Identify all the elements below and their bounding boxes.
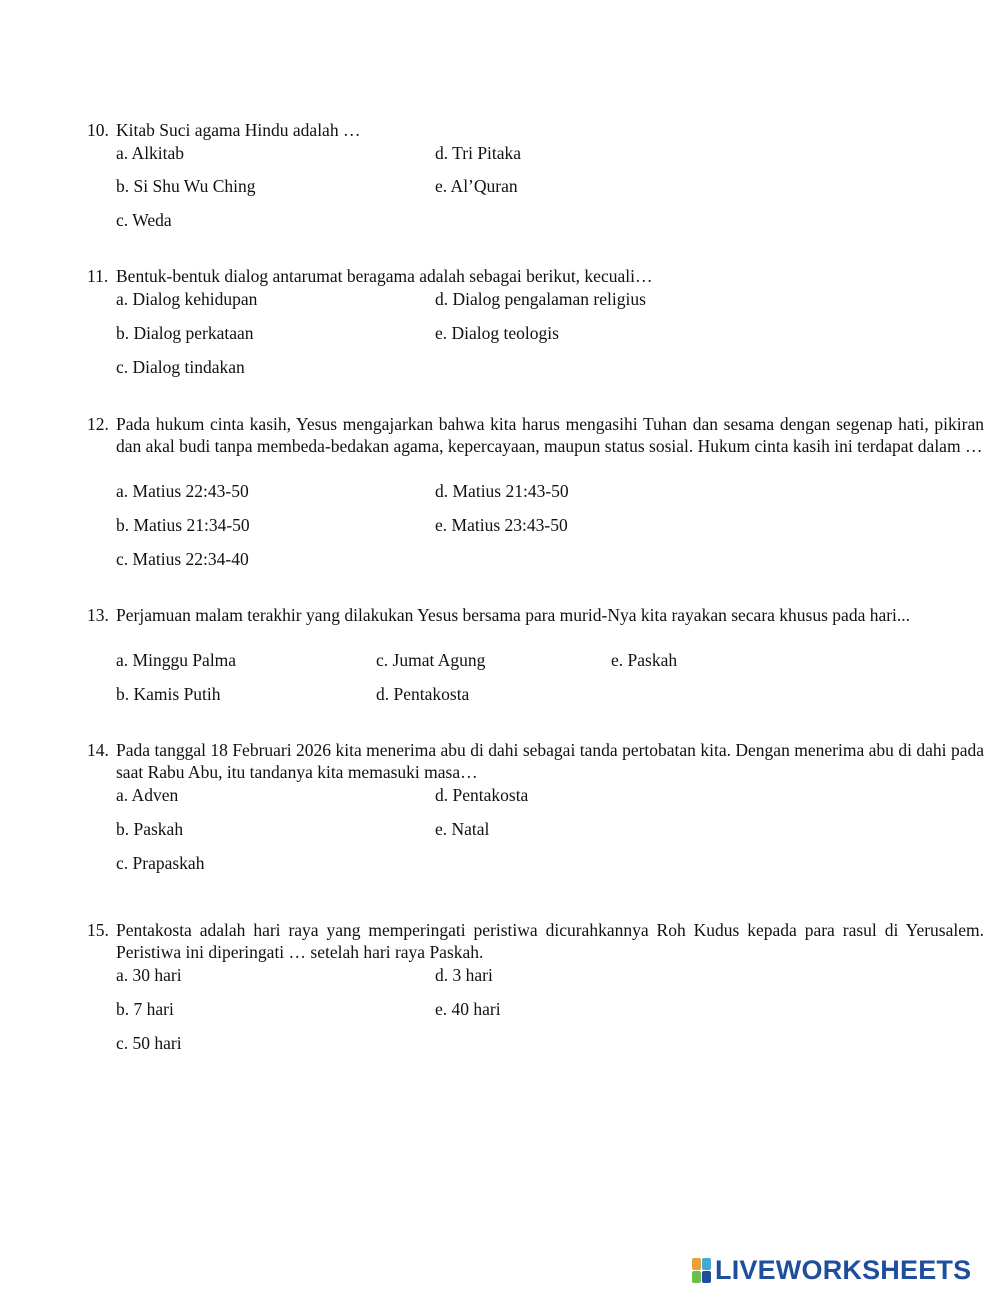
question-text: [87, 265, 984, 287]
option-b[interactable]: b. Kamis Putih: [116, 684, 221, 704]
option-e[interactable]: e. Natal: [435, 819, 490, 839]
option-e[interactable]: e. Al’Quran: [435, 176, 518, 196]
question-11: [87, 265, 984, 377]
option-e[interactable]: e. Paskah: [611, 650, 678, 670]
option-d[interactable]: d. Matius 21:43-50: [435, 481, 569, 501]
option-c[interactable]: c. Weda: [116, 210, 172, 230]
question-text: [87, 604, 984, 626]
option-c[interactable]: c. 50 hari: [116, 1033, 182, 1053]
option-b[interactable]: b. Paskah: [116, 819, 184, 839]
option-d[interactable]: d. Pentakosta: [376, 684, 470, 704]
liveworksheets-icon: [692, 1258, 711, 1283]
option-b[interactable]: b. Dialog perkataan: [116, 323, 254, 343]
option-b[interactable]: b. Matius 21:34-50: [116, 515, 250, 535]
question-text: [87, 739, 984, 783]
option-a[interactable]: a. Alkitab: [116, 143, 185, 163]
question-text: [87, 413, 984, 457]
option-d[interactable]: d. Pentakosta: [435, 785, 529, 805]
question-number: 13.: [87, 605, 109, 625]
question-prompt: Bentuk-bentuk dialog antarumat beragama adalah sebagai berikut, kecuali…: [116, 266, 653, 286]
question-number: 15.: [87, 920, 109, 940]
question-12: [87, 413, 984, 569]
option-d[interactable]: d. Dialog pengalaman religius: [435, 289, 646, 309]
question-10: [87, 119, 984, 230]
option-b[interactable]: b. 7 hari: [116, 999, 174, 1019]
option-c[interactable]: c. Prapaskah: [116, 853, 205, 873]
option-a[interactable]: a. Dialog kehidupan: [116, 289, 258, 309]
option-d[interactable]: d. Tri Pitaka: [435, 143, 522, 163]
question-text: [87, 119, 984, 141]
option-c[interactable]: c. Matius 22:34-40: [116, 549, 249, 569]
option-a[interactable]: a. Minggu Palma: [116, 650, 237, 670]
question-14: [87, 739, 984, 873]
question-prompt: Pada hukum cinta kasih, Yesus mengajarkan bahwa kita harus mengasihi Tuhan dan sesama dengan segenap hati, pikiran dan akal budi tanpa membeda-bedakan agama, kepercayaan, maupun status sosial. Hukum cinta kasih ini terdapat dalam …: [116, 414, 984, 456]
question-text: [87, 919, 984, 963]
option-e[interactable]: e. Dialog teologis: [435, 323, 559, 343]
option-a[interactable]: a. 30 hari: [116, 965, 182, 985]
question-prompt: Kitab Suci agama Hindu adalah …: [116, 120, 361, 140]
option-e[interactable]: e. 40 hari: [435, 999, 501, 1019]
question-number: 11.: [87, 266, 109, 286]
question-15: [87, 919, 984, 1053]
question-13: [87, 604, 984, 704]
option-c[interactable]: c. Jumat Agung: [376, 650, 486, 670]
question-number: 12.: [87, 414, 109, 434]
question-number: 10.: [87, 120, 109, 140]
option-a[interactable]: a. Adven: [116, 785, 179, 805]
question-prompt: Perjamuan malam terakhir yang dilakukan Yesus bersama para murid-Nya kita rayakan secara khusus pada hari...: [116, 605, 911, 625]
liveworksheets-logo: [692, 1256, 971, 1284]
question-prompt: Pentakosta adalah hari raya yang memperingati peristiwa dicurahkannya Roh Kudus kepada para rasul di Yerusalem. Peristiwa ini diperingati … setelah hari raya Paskah.: [116, 920, 984, 962]
option-d[interactable]: d. 3 hari: [435, 965, 493, 985]
option-a[interactable]: a. Matius 22:43-50: [116, 481, 249, 501]
brand-name: LIVEWORKSHEETS: [715, 1255, 972, 1285]
option-b[interactable]: b. Si Shu Wu Ching: [116, 176, 256, 196]
option-e[interactable]: e. Matius 23:43-50: [435, 515, 568, 535]
question-prompt: Pada tanggal 18 Februari 2026 kita menerima abu di dahi sebagai tanda pertobatan kita. Dengan menerima abu di dahi pada saat Rabu Abu, itu tandanya kita memasuki masa…: [116, 740, 984, 782]
option-c[interactable]: c. Dialog tindakan: [116, 357, 245, 377]
question-number: 14.: [87, 740, 109, 760]
